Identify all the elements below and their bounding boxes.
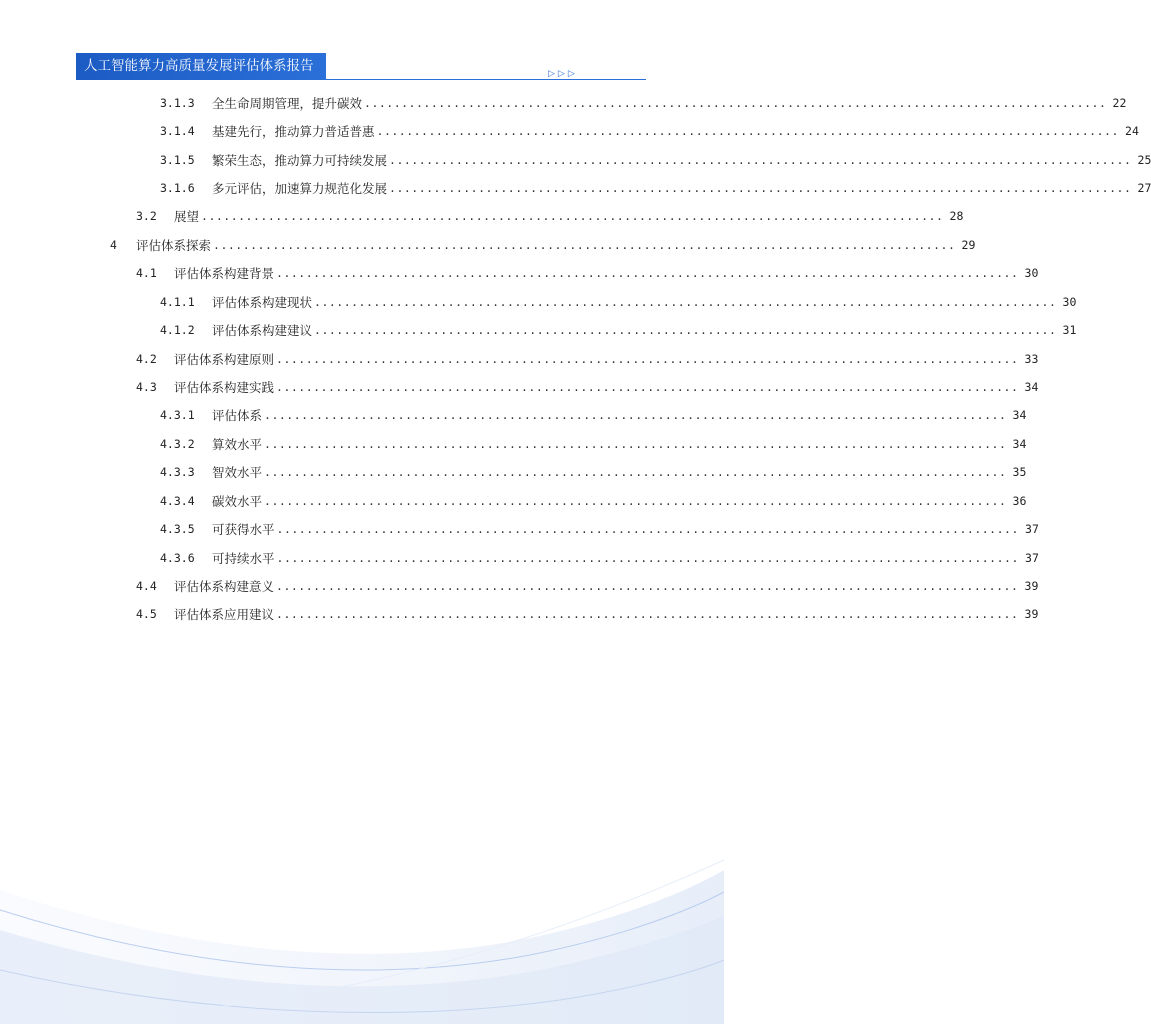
toc-section-number: 3.1.5 bbox=[160, 153, 195, 167]
toc-section-title: 多元评估，加速算力规范化发展 bbox=[212, 181, 388, 196]
toc-entry[interactable] bbox=[160, 121, 1139, 141]
toc-entry[interactable] bbox=[160, 93, 1127, 113]
toc-page-number: 31 bbox=[1062, 323, 1077, 337]
toc-leader-dots: .................................................................................................... bbox=[276, 266, 1019, 280]
toc-page-number: 33 bbox=[1024, 352, 1039, 366]
toc-page-number: 22 bbox=[1112, 96, 1127, 110]
toc-section-title: 智效水平 bbox=[212, 465, 263, 480]
toc-entry[interactable] bbox=[160, 491, 1027, 511]
toc-page-number: 28 bbox=[949, 209, 964, 223]
toc-page-number: 39 bbox=[1024, 607, 1039, 621]
toc-section-title: 评估体系构建原则 bbox=[174, 352, 275, 367]
toc-leader-dots: .................................................................................................... bbox=[201, 209, 944, 223]
toc-section-number: 4.3.5 bbox=[160, 522, 195, 536]
toc-section-title: 评估体系构建建议 bbox=[212, 323, 313, 338]
toc-section-number: 4 bbox=[110, 238, 117, 252]
triangle-arrows-icon: ▷▷▷ bbox=[548, 69, 578, 79]
toc-section-title: 可持续水平 bbox=[212, 551, 275, 566]
toc-page-number: 34 bbox=[1012, 408, 1027, 422]
toc-entry[interactable] bbox=[136, 604, 1039, 624]
decorative-wave-background bbox=[0, 820, 724, 1024]
toc-section-number: 4.3.6 bbox=[160, 551, 195, 565]
toc-section-title: 碳效水平 bbox=[212, 494, 263, 509]
report-title: 人工智能算力高质量发展评估体系报告 bbox=[84, 58, 314, 74]
toc-page-number: 37 bbox=[1025, 522, 1039, 536]
toc-leader-dots: .................................................................................................... bbox=[264, 494, 1007, 508]
toc-section-title: 算效水平 bbox=[212, 437, 263, 452]
toc-entry[interactable] bbox=[136, 349, 1039, 369]
toc-page-number: 37 bbox=[1025, 551, 1039, 565]
toc-leader-dots: .................................................................................................... bbox=[314, 323, 1057, 337]
toc-leader-dots: .................................................................................................... bbox=[264, 437, 1007, 451]
toc-entry[interactable] bbox=[136, 206, 964, 226]
toc-entry[interactable] bbox=[160, 548, 1039, 568]
toc-leader-dots: .................................................................................................... bbox=[276, 380, 1019, 394]
toc-section-number: 4.1 bbox=[136, 266, 157, 280]
toc-entry[interactable] bbox=[160, 178, 1151, 198]
toc-page-number: 39 bbox=[1024, 579, 1039, 593]
toc-section-number: 3.2 bbox=[136, 209, 157, 223]
toc-entry[interactable] bbox=[160, 150, 1151, 170]
toc-leader-dots: .................................................................................................... bbox=[364, 96, 1107, 110]
toc-entry[interactable] bbox=[160, 292, 1077, 312]
toc-section-number: 4.3.1 bbox=[160, 408, 195, 422]
toc-section-number: 4.4 bbox=[136, 579, 157, 593]
toc-leader-dots: .................................................................................................... bbox=[213, 238, 956, 252]
toc-section-number: 4.5 bbox=[136, 607, 157, 621]
toc-leader-dots: .................................................................................................... bbox=[276, 551, 1019, 565]
toc-entry[interactable] bbox=[160, 462, 1027, 482]
toc-section-title: 评估体系探索 bbox=[136, 238, 212, 253]
toc-leader-dots: .................................................................................................... bbox=[276, 579, 1019, 593]
toc-section-number: 4.3 bbox=[136, 380, 157, 394]
toc-section-number: 4.1.2 bbox=[160, 323, 195, 337]
toc-section-title: 评估体系构建背景 bbox=[174, 266, 275, 281]
toc-page-number: 34 bbox=[1012, 437, 1027, 451]
toc-section-number: 4.1.1 bbox=[160, 295, 195, 309]
toc-entry[interactable] bbox=[160, 434, 1027, 454]
toc-leader-dots: .................................................................................................... bbox=[264, 465, 1007, 479]
header-rule bbox=[326, 79, 646, 80]
toc-leader-dots: .................................................................................................... bbox=[276, 352, 1019, 366]
toc-page-number: 36 bbox=[1012, 494, 1027, 508]
toc-leader-dots: .................................................................................................... bbox=[376, 124, 1119, 138]
toc-leader-dots: .................................................................................................... bbox=[276, 607, 1019, 621]
toc-page-number: 30 bbox=[1024, 266, 1039, 280]
toc-section-number: 3.1.3 bbox=[160, 96, 195, 110]
toc-section-number: 4.3.2 bbox=[160, 437, 195, 451]
report-title-banner bbox=[76, 53, 326, 80]
toc-entry[interactable] bbox=[160, 405, 1027, 425]
toc-page-number: 27 bbox=[1137, 181, 1151, 195]
toc-leader-dots: .................................................................................................... bbox=[264, 408, 1007, 422]
toc-page-number: 29 bbox=[961, 238, 976, 252]
toc-section-title: 评估体系构建意义 bbox=[174, 579, 275, 594]
toc-section-number: 4.2 bbox=[136, 352, 157, 366]
toc-section-number: 4.3.4 bbox=[160, 494, 195, 508]
toc-entry[interactable] bbox=[160, 320, 1077, 340]
toc-entry[interactable] bbox=[110, 235, 976, 255]
toc-section-title: 可获得水平 bbox=[212, 522, 275, 537]
toc-leader-dots: .................................................................................................... bbox=[276, 522, 1019, 536]
toc-page-number: 24 bbox=[1125, 124, 1139, 138]
toc-section-title: 评估体系 bbox=[212, 408, 263, 423]
toc-leader-dots: .................................................................................................... bbox=[389, 181, 1132, 195]
toc-entry[interactable] bbox=[160, 519, 1039, 539]
toc-entry[interactable] bbox=[136, 263, 1039, 283]
toc-page-number: 35 bbox=[1012, 465, 1027, 479]
toc-section-title: 评估体系构建现状 bbox=[212, 295, 313, 310]
toc-page-number: 25 bbox=[1137, 153, 1151, 167]
toc-page-number: 30 bbox=[1062, 295, 1077, 309]
toc-section-title: 基建先行，推动算力普适普惠 bbox=[212, 124, 375, 139]
toc-section-title: 全生命周期管理，提升碳效 bbox=[212, 96, 363, 111]
toc-page-number: 34 bbox=[1024, 380, 1039, 394]
toc-entry[interactable] bbox=[136, 576, 1039, 596]
toc-leader-dots: .................................................................................................... bbox=[314, 295, 1057, 309]
toc-entry[interactable] bbox=[136, 377, 1039, 397]
toc-section-number: 3.1.6 bbox=[160, 181, 195, 195]
toc-section-title: 展望 bbox=[174, 209, 200, 224]
toc-section-title: 评估体系应用建议 bbox=[174, 607, 275, 622]
toc-leader-dots: .................................................................................................... bbox=[389, 153, 1132, 167]
toc-section-number: 4.3.3 bbox=[160, 465, 195, 479]
toc-section-number: 3.1.4 bbox=[160, 124, 195, 138]
toc-section-title: 繁荣生态，推动算力可持续发展 bbox=[212, 153, 388, 168]
toc-section-title: 评估体系构建实践 bbox=[174, 380, 275, 395]
